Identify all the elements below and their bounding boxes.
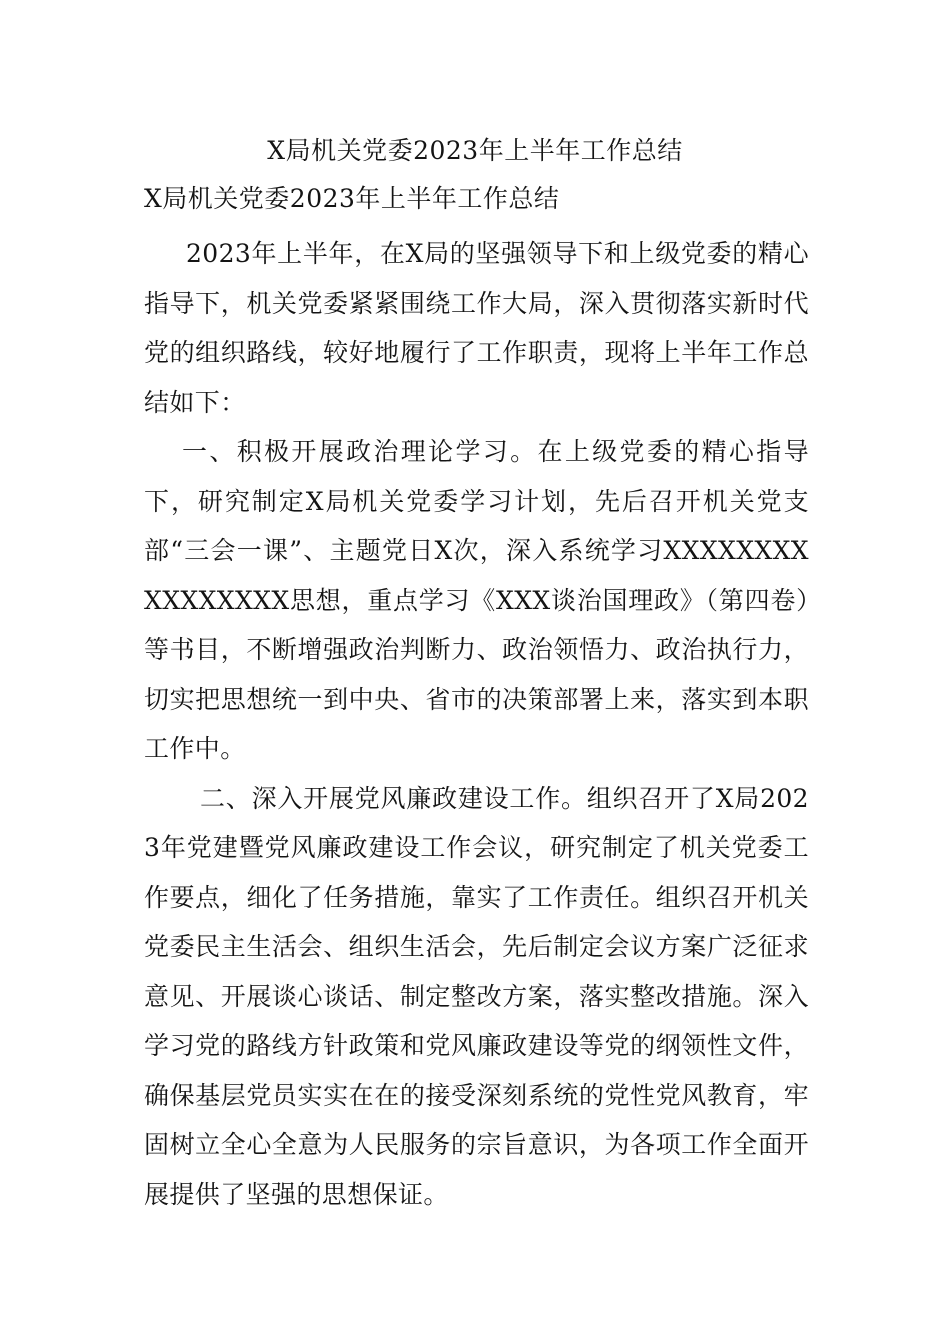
document-body: [144, 229, 809, 1219]
paragraph-political-study: 一、积极开展政治理论学习。在上级党委的精心指导下，研究制定X局机关党委学习计划，先后召开机关党支部“三会一课”、主题党日X次，深入系统学习XXXXXXXXXXXXXXXX思想，重点学习《XXX谈治国理政》（第四卷）等书目，不断增强政治判断力、政治领悟力、政治执行力，切实把思想统一到中央、省市的决策部署上来，落实到本职工作中。: [144, 437, 809, 763]
document-title: X局机关党委2023年上半年工作总结: [267, 136, 683, 165]
document-subtitle: X局机关党委2023年上半年工作总结: [144, 184, 560, 213]
paragraph-intro: 2023年上半年，在X局的坚强领导下和上级党委的精心指导下，机关党委紧紧围绕工作大局，深入贯彻落实新时代党的组织路线，较好地履行了工作职责，现将上半年工作总结如下：: [144, 239, 809, 417]
paragraph-clean-governance: 二、深入开展党风廉政建设工作。组织召开了X局2023年党建暨党风廉政建设工作会议，研究制定了机关党委工作要点，细化了任务措施，靠实了工作责任。组织召开机关党委民主生活会、组织生活会，先后制定会议方案广泛征求意见、开展谈心谈话、制定整改方案，落实整改措施。深入学习党的路线方针政策和党风廉政建设等党的纲领性文件，确保基层党员实实在在的接受深刻系统的党性党风教育，牢固树立全心全意为人民服务的宗旨意识，为各项工作全面开展提供了坚强的思想保证。: [144, 783, 809, 1209]
